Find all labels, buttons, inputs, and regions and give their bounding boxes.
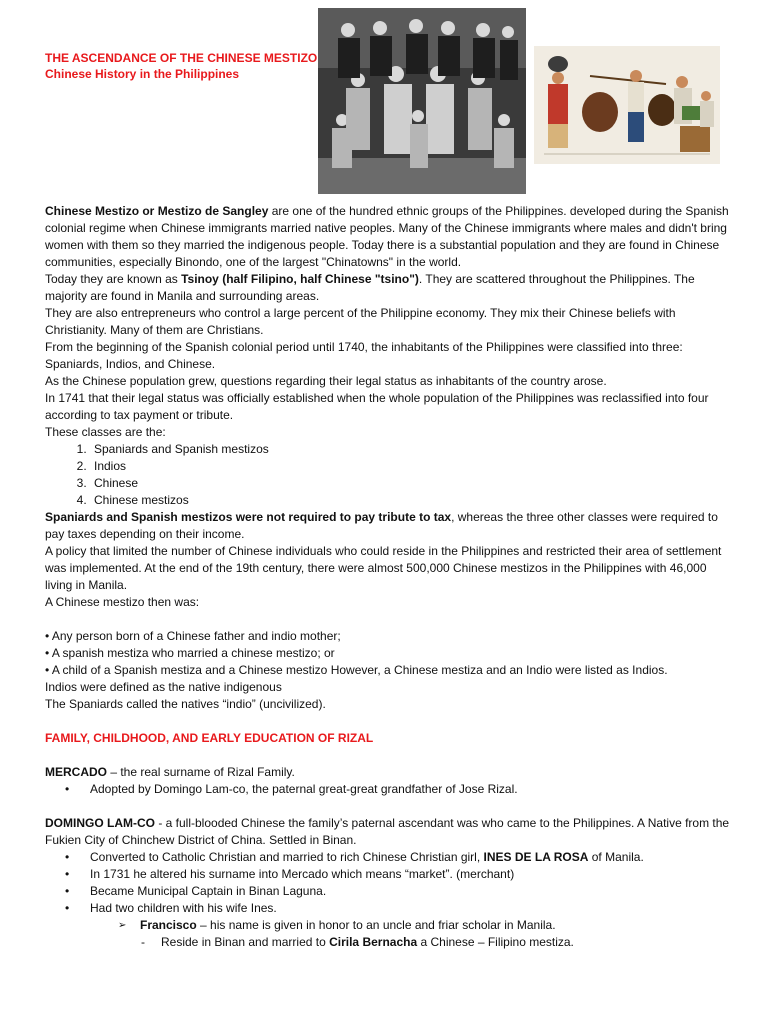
paragraph-mercado [45,764,735,781]
paragraph-text: , whereas the three other classes were required to pay taxes depending on their income. [45,510,718,541]
document-body [45,203,735,951]
street-vendors-drawing [534,46,720,164]
family-portrait-photo [318,8,526,194]
paragraph-text: . They are scattered throughout the Philippines. The majority are found in Manila and surrounding areas. [45,272,695,303]
list-item: 2. Indios [90,458,735,475]
term-tsinoy: Tsinoy (half Filipino, half Chinese "tsino") [181,272,419,286]
family-portrait-illustration [318,8,526,194]
list-item: 4. Chinese mestizos [90,492,735,509]
bullet-item: • Any person born of a Chinese father and indio mother; [45,629,341,643]
spacer [45,798,735,815]
paragraph-spaniards-called: The Spaniards called the natives “indio” (uncivilized). [45,697,326,711]
page-title: THE ASCENDANCE OF THE CHINESE MESTIZO [45,51,318,65]
paragraph-entrepreneurs: They are also entrepreneurs who control a large percent of the Philippine economy. They mix their Chinese beliefs with Christianity. Many of them are Christians. [45,306,676,337]
term-tribute: Spaniards and Spanish mestizos were not required to pay tribute to tax [45,510,452,524]
paragraph-chinese-mestizo [45,203,735,271]
paragraph-text: - a full-blooded Chinese the family’s paternal ascendant was who came to the Philippines. A Native from the Fukien City of Chinchew District of China. Settled in Binan. [45,816,730,847]
paragraph-text: Today they are known as [45,272,182,286]
paragraph-mestizo-then: A Chinese mestizo then was: [45,595,200,609]
classes-list [45,441,735,509]
list-item: • In 1731 he altered his surname into Mercado which means “market”. (merchant) [90,866,735,883]
term-francisco: Francisco [140,918,197,932]
term-mercado: MERCADO [45,765,107,779]
list-text: of Manila. [588,850,644,864]
mercado-list [45,781,735,798]
page-subtitle: Chinese History in the Philippines [45,67,240,81]
term-ines: INES DE LA ROSA [483,850,589,864]
paragraph-policy: A policy that limited the number of Chinese individuals who could reside in the Philippines and restricted their area of settlement was implemented. At the end of the 19th century, there were almost 500,000 Chinese mestizos in the Philippines with 46,000 living in Manila. [45,544,722,592]
list-item: • Became Municipal Captain in Binan Laguna. [90,883,735,900]
spacer [45,713,735,730]
title-block [45,50,317,82]
paragraph-indios: Indios were defined as the native indigenous [45,680,282,694]
paragraph-tribute [45,509,735,543]
list-text: Reside in Binan and married to [161,935,330,949]
term-domingo-lam-co: DOMINGO LAM-CO [45,816,155,830]
spacer [45,747,735,764]
list-item: • Had two children with his wife Ines. [90,900,735,917]
paragraph-domingo [45,815,735,849]
list-text: Converted to Catholic Christian and married to rich Chinese Christian girl, [90,850,484,864]
list-item: 1. Spaniards and Spanish mestizos [90,441,735,458]
sub-item-francisco [45,917,735,934]
paragraph-text: are one of the hundred ethnic groups of the Philippines. developed during the Spanish colonial regime when Chinese immigrants married native peoples. Many of the Chinese immigrants where males and didn't bring women with them so they married the indigenous people. Today there is a substantial population and they are found in Chinese communities, especially Binondo, one of the largest "Chinatowns" in the world. [45,204,729,269]
section-title-family: FAMILY, CHILDHOOD, AND EARLY EDUCATION OF RIZAL [45,731,374,745]
sub-sub-item [45,934,735,951]
paragraph-tsinoy [45,271,735,305]
spacer [45,611,735,628]
paragraph-1741: In 1741 that their legal status was officially established when the whole population of the Philippines was reclassified into four according to tax payment or tribute. [45,391,709,422]
paragraph-population: As the Chinese population grew, questions regarding their legal status as inhabitants of the country arose. [45,374,607,388]
paragraph-classes-intro: These classes are the: [45,425,166,439]
list-text: – his name is given in honor to an uncle and friar scholar in Manila. [196,918,556,932]
domingo-list [45,849,735,917]
term-cirila: Cirila Bernacha [329,935,418,949]
term-chinese-mestizo: Chinese Mestizo or Mestizo de Sangley [45,204,269,218]
bullet-item: • A spanish mestiza who married a chinese mestizo; or [45,646,335,660]
list-item: 3. Chinese [90,475,735,492]
list-item [90,849,735,866]
list-text: a Chinese – Filipino mestiza. [417,935,574,949]
paragraph-text: – the real surname of Rizal Family. [107,765,295,779]
paragraph-classification: From the beginning of the Spanish colonial period until 1740, the inhabitants of the Philippines were classified into three: Spaniards, Indios, and Chinese. [45,340,683,371]
list-item: • Adopted by Domingo Lam-co, the paternal great-great grandfather of Jose Rizal. [90,781,735,798]
street-vendors-illustration [534,46,720,164]
bullet-item: • A child of a Spanish mestiza and a Chinese mestizo However, a Chinese mestiza and an Indio were listed as Indios. [45,663,668,677]
